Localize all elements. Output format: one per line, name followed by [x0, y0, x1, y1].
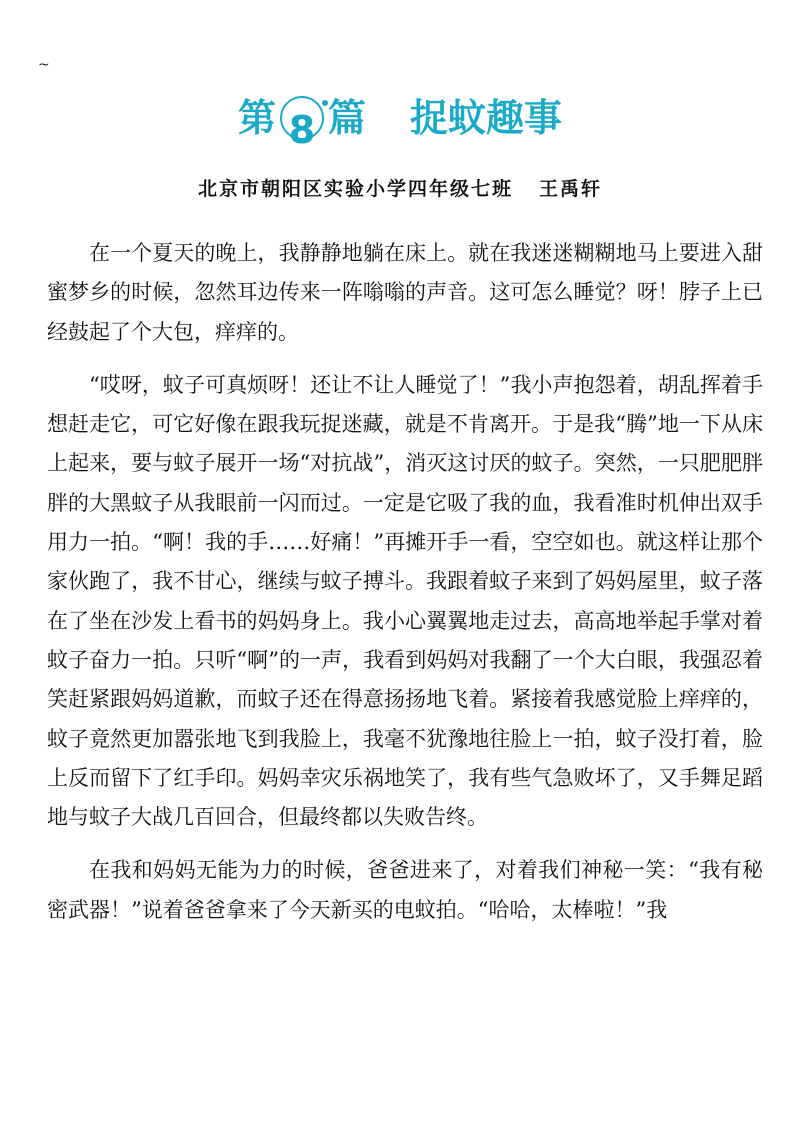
- author-name: 王禹轩: [539, 178, 603, 200]
- article-title: [0, 86, 800, 150]
- title-suffix: 篇: [327, 96, 366, 140]
- paragraph: 在我和妈妈无能为力的时候，爸爸进来了，对着我们神秘一笑：“我有秘密武器！”说着爸爸拿来了今天新买的电蚊拍。“哈哈，太棒啦！”我: [47, 858, 763, 922]
- corner-mark: ~: [38, 57, 50, 73]
- paragraph: “哎呀，蚊子可真烦呀！还让不让人睡觉了！”我小声抱怨着，胡乱挥着手想赶走它，可它好像在跟我玩捉迷藏，就是不肯离开。于是我“腾”地一下从床上起来，要与蚊子展开一场“对抗战”，消灭这讨厌的蚊子。突然，一只肥肥胖胖的大黑蚊子从我眼前一闪而过。一定是它吸了我的血，我看准时机伸出双手用力一拍。“啊！我的手……好痛！”再摊开手一看，空空如也。就这样让那个家伙跑了，我不甘心，继续与蚊子搏斗。我跟着蚊子来到了妈妈屋里，蚊子落在了坐在沙发上看书的妈妈身上。我小心翼翼地走过去，高高地举起手掌对着蚊子奋力一拍。只听“啊”的一声，我看到妈妈对我翻了一个大白眼，我强忍着笑赶紧跟妈妈道歉，而蚊子还在得意扬扬地飞着。紧接着我感觉脸上痒痒的，蚊子竟然更加嚣张地飞到我脸上，我毫不犹豫地往脸上一拍，蚊子没打着，脸上反而留下了红手印。妈妈幸灾乐祸地笑了，我有些气急败坏了，又手舞足蹈地与蚊子大战几百回合，但最终都以失败告终。: [47, 372, 763, 830]
- chapter-number-badge: 8: [280, 96, 324, 140]
- title-text: 捉蚊趣事: [410, 96, 563, 140]
- paragraph: 在一个夏天的晚上，我静静地躺在床上。就在我迷迷糊糊地马上要进入甜蜜梦乡的时候，忽然耳边传来一阵嗡嗡的声音。这可怎么睡觉？呀！脖子上已经鼓起了个大包，痒痒的。: [47, 241, 763, 344]
- article-body: [47, 234, 763, 944]
- byline: [0, 174, 800, 204]
- school-name: 北京市朝阳区实验小学四年级七班: [197, 178, 513, 200]
- title-prefix: 第: [237, 96, 276, 140]
